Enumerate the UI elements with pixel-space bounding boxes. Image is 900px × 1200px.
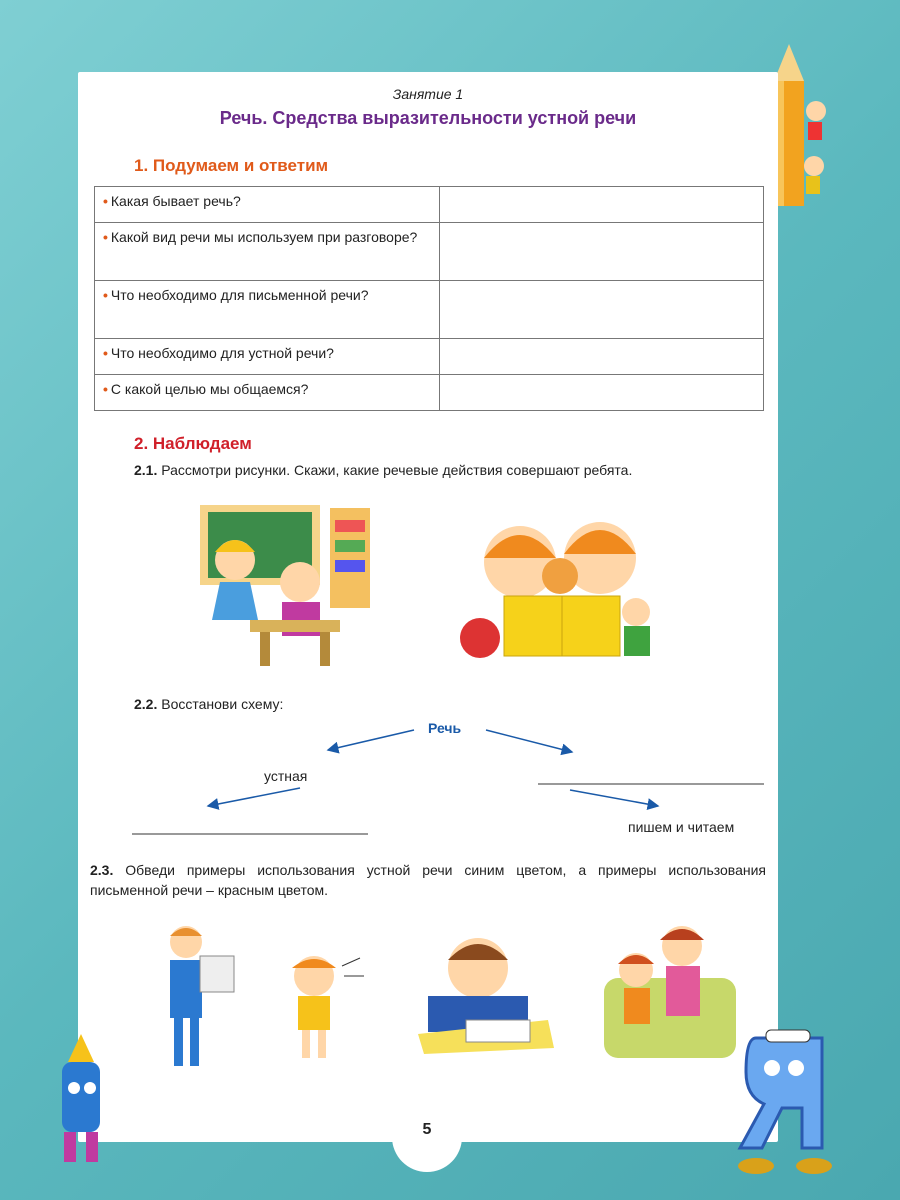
bullet-icon: • [103, 287, 108, 303]
question-text: С какой целью мы общаемся? [110, 381, 309, 397]
scheme-right-caption: пишем и читаем [628, 819, 735, 835]
letter-ya-character-illustration [726, 1028, 846, 1178]
scheme-root-label: Речь [428, 720, 462, 736]
table-row [95, 223, 764, 281]
question-text: Что необходимо для устной речи? [110, 345, 334, 361]
mother-and-son-illustration [600, 918, 740, 1062]
task-number: 2.2. [134, 696, 158, 712]
answer-cell[interactable] [439, 339, 763, 375]
question-text: Что необходимо для письменной речи? [110, 287, 369, 303]
answer-cell[interactable] [439, 187, 763, 223]
question-text: Какая бывает речь? [110, 193, 241, 209]
task-number: 2.1. [134, 462, 158, 478]
task-text: Рассмотри рисунки. Скажи, какие речевые действия совершают ребята. [157, 462, 633, 478]
answer-cell[interactable] [439, 281, 763, 339]
bullet-icon: • [103, 193, 108, 209]
answer-cell[interactable] [439, 223, 763, 281]
table-row [95, 281, 764, 339]
task-number: 2.3. [90, 862, 114, 878]
man-reading-newspaper-illustration [158, 920, 238, 1070]
lesson-number: Занятие 1 [392, 86, 464, 102]
questions-table [94, 186, 764, 411]
task-2-1 [134, 460, 632, 480]
reading-children-illustration [458, 500, 668, 670]
table-row [95, 339, 764, 375]
scheme-arrows [78, 712, 778, 852]
arrow-left [328, 730, 414, 750]
boy-writing-illustration [408, 924, 558, 1054]
arrow-left-down [208, 788, 300, 806]
table-row [95, 375, 764, 411]
bullet-icon: • [103, 381, 108, 397]
question-text: Какой вид речи мы используем при разговоре? [110, 229, 418, 245]
speech-scheme [78, 712, 778, 852]
task-text: Обведи примеры использования устной речи синим цветом, а примеры использования письменной речи – красным цветом. [90, 862, 766, 898]
scheme-left-label: устная [264, 768, 308, 784]
page-title: Речь. Средства выразительности устной речи [219, 108, 637, 128]
table-row [95, 187, 764, 223]
bullet-icon: • [103, 345, 108, 361]
girl-shouting-illustration [268, 950, 368, 1062]
classroom-illustration [190, 500, 380, 670]
task-text: Восстанови схему: [157, 696, 284, 712]
page-number: 5 [392, 1102, 462, 1172]
answer-cell[interactable] [439, 375, 763, 411]
task-2-2 [134, 694, 283, 714]
bullet-icon: • [103, 229, 108, 245]
section1-heading: 1. Подумаем и ответим [134, 156, 329, 175]
section2-heading: 2. Наблюдаем [134, 434, 252, 453]
arrow-right [486, 730, 572, 752]
arrow-right-down [570, 790, 658, 806]
workbook-page [78, 72, 778, 1142]
pencil-character-illustration [36, 1032, 126, 1172]
task-2-3 [90, 860, 766, 900]
